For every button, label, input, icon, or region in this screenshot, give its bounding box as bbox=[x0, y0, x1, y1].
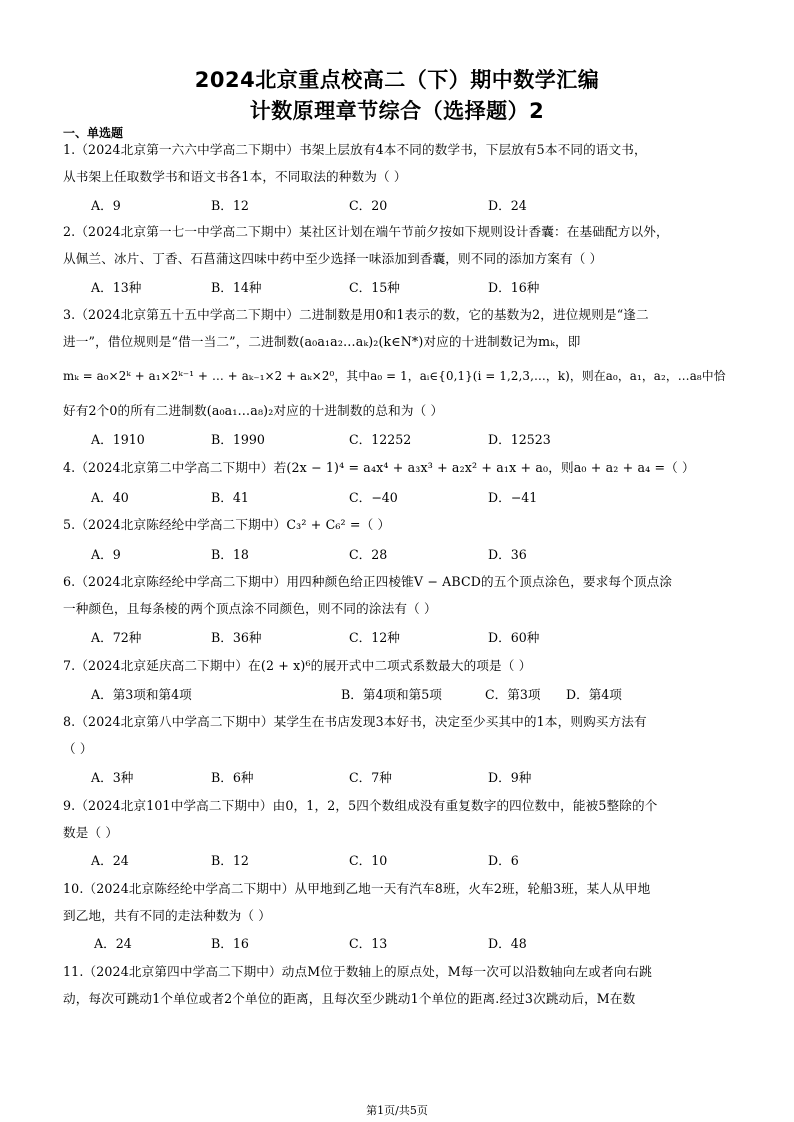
question-9-line-2: 数是（ ） bbox=[63, 825, 119, 840]
option-d: D．36 bbox=[488, 547, 527, 562]
section-heading: 一、单选题 bbox=[63, 126, 124, 140]
question-3-line-1: 3.（2024北京第五十五中学高二下期中）二进制数是用0和1表示的数，它的基数为2，进位规则是“逢二 bbox=[63, 307, 649, 322]
option-b: B．第4项和第5项 bbox=[341, 687, 442, 702]
option-a: A．3种 bbox=[91, 770, 134, 785]
option-a: A．24 bbox=[91, 853, 129, 868]
option-d: D．16种 bbox=[488, 280, 540, 295]
page-footer: 第1页/共5页 bbox=[366, 1104, 428, 1117]
question-8-line-1: 8.（2024北京第八中学高二下期中）某学生在书店发现3本好书，决定至少买其中的1本，则购买方法有 bbox=[63, 714, 647, 729]
option-d: D．9种 bbox=[488, 770, 532, 785]
question-2-line-2: 从佩兰、冰片、丁香、石菖蒲这四味中药中至少选择一味添加到香囊，则不同的添加方案有（ ） bbox=[63, 251, 603, 266]
question-6-line-1: 6.（2024北京陈经纶中学高二下期中）用四种颜色给正四棱锥V − ABCD的五个顶点涂色，要求每个顶点涂 bbox=[63, 574, 673, 589]
document-title-line2: 计数原理章节综合（选择题）2 bbox=[249, 99, 545, 123]
option-b: B．36种 bbox=[211, 630, 262, 645]
question-10-line-2: 到乙地，共有不同的走法种数为（ ） bbox=[63, 908, 272, 923]
option-b: B．12 bbox=[211, 853, 249, 868]
option-a: A．24 bbox=[94, 936, 132, 951]
option-c: C．15种 bbox=[349, 280, 400, 295]
option-b: B．18 bbox=[211, 547, 249, 562]
question-11-line-2: 动，每次可跳动1个单位或者2个单位的距离，且每次至少跳动1个单位的距离.经过3次跳动后，M在数 bbox=[63, 991, 636, 1006]
option-d: D．24 bbox=[488, 198, 527, 213]
question-8-line-2: （ ） bbox=[63, 741, 93, 756]
option-d: D．48 bbox=[488, 936, 527, 951]
option-b: B．16 bbox=[211, 936, 249, 951]
question-5-line-1: 5.（2024北京陈经纶中学高二下期中）C₃² + C₆² =（ ） bbox=[63, 517, 391, 532]
option-b: B．6种 bbox=[211, 770, 254, 785]
option-c: C．7种 bbox=[349, 770, 392, 785]
option-c: C．−40 bbox=[349, 490, 398, 505]
option-d: D．第4项 bbox=[566, 687, 622, 702]
question-4-line-1: 4.（2024北京第二中学高二下期中）若(2x − 1)⁴ = a₄x⁴ + a₃x³ + a₂x² + a₁x + a₀，则a₀ + a₂ + a₄ =（ ） bbox=[63, 460, 695, 475]
option-d: D．6 bbox=[488, 853, 519, 868]
option-d: D．60种 bbox=[488, 630, 540, 645]
option-c: C．20 bbox=[349, 198, 388, 213]
question-6-line-2: 一种颜色，且每条棱的两个顶点涂不同颜色，则不同的涂法有（ ） bbox=[63, 601, 437, 616]
option-b: B．14种 bbox=[211, 280, 262, 295]
option-b: B．1990 bbox=[211, 432, 265, 447]
question-11-line-1: 11.（2024北京第四中学高二下期中）动点M位于数轴上的原点处，M每一次可以沿数轴向左或者向右跳 bbox=[63, 964, 652, 979]
document-title-line1: 2024北京重点校高二（下）期中数学汇编 bbox=[194, 68, 600, 92]
option-a: A．40 bbox=[91, 490, 129, 505]
option-c: C．13 bbox=[349, 936, 388, 951]
option-a: A．9 bbox=[91, 198, 121, 213]
question-3-line-4: 好有2个0的所有二进制数(a₀a₁…a₈)₂对应的十进制数的总和为（ ） bbox=[63, 403, 444, 418]
question-2-line-1: 2.（2024北京第一七一中学高二下期中）某社区计划在端午节前夕按如下规则设计香囊：在基础配方以外， bbox=[63, 224, 669, 239]
option-c: C．28 bbox=[349, 547, 388, 562]
option-a: A．1910 bbox=[91, 432, 145, 447]
option-b: B．41 bbox=[211, 490, 249, 505]
option-a: A．13种 bbox=[91, 280, 142, 295]
question-1-line-2: 从书架上任取数学书和语文书各1本，不同取法的种数为（ ） bbox=[63, 169, 407, 184]
question-10-line-1: 10.（2024北京陈经纶中学高二下期中）从甲地到乙地一天有汽车8班，火车2班，轮船3班，某人从甲地 bbox=[63, 881, 651, 896]
question-3-line-2: 进一”，借位规则是“借一当二”，二进制数(a₀a₁a₂…aₖ)₂(k∈N*)对应的十进制数记为mₖ，即 bbox=[63, 334, 581, 349]
option-d: D．12523 bbox=[488, 432, 551, 447]
option-c: C．第3项 bbox=[485, 687, 541, 702]
option-c: C．10 bbox=[349, 853, 388, 868]
option-b: B．12 bbox=[211, 198, 249, 213]
question-7-line-1: 7.（2024北京延庆高二下期中）在(2 + x)⁶的展开式中二项式系数最大的项是（ ） bbox=[63, 658, 532, 673]
option-c: C．12252 bbox=[349, 432, 412, 447]
question-9-line-1: 9.（2024北京101中学高二下期中）由0，1，2，5四个数组成没有重复数字的四位数中，能被5整除的个 bbox=[63, 798, 658, 813]
question-1-line-1: 1.（2024北京第一六六中学高二下期中）书架上层放有4本不同的数学书，下层放有5本不同的语文书， bbox=[63, 142, 647, 157]
option-a: A．9 bbox=[91, 547, 121, 562]
option-c: C．12种 bbox=[349, 630, 400, 645]
option-a: A．第3项和第4项 bbox=[91, 687, 192, 702]
option-a: A．72种 bbox=[91, 630, 142, 645]
question-3-line-3: mₖ = a₀×2ᵏ + a₁×2ᵏ⁻¹ + … + aₖ₋₁×2 + aₖ×2⁰，其中a₀ = 1，aᵢ∈{0,1}(i = 1,2,3,…，k)，则在a₀，a₁，a₂，…a₈中恰 bbox=[63, 369, 726, 383]
option-d: D．−41 bbox=[488, 490, 538, 505]
